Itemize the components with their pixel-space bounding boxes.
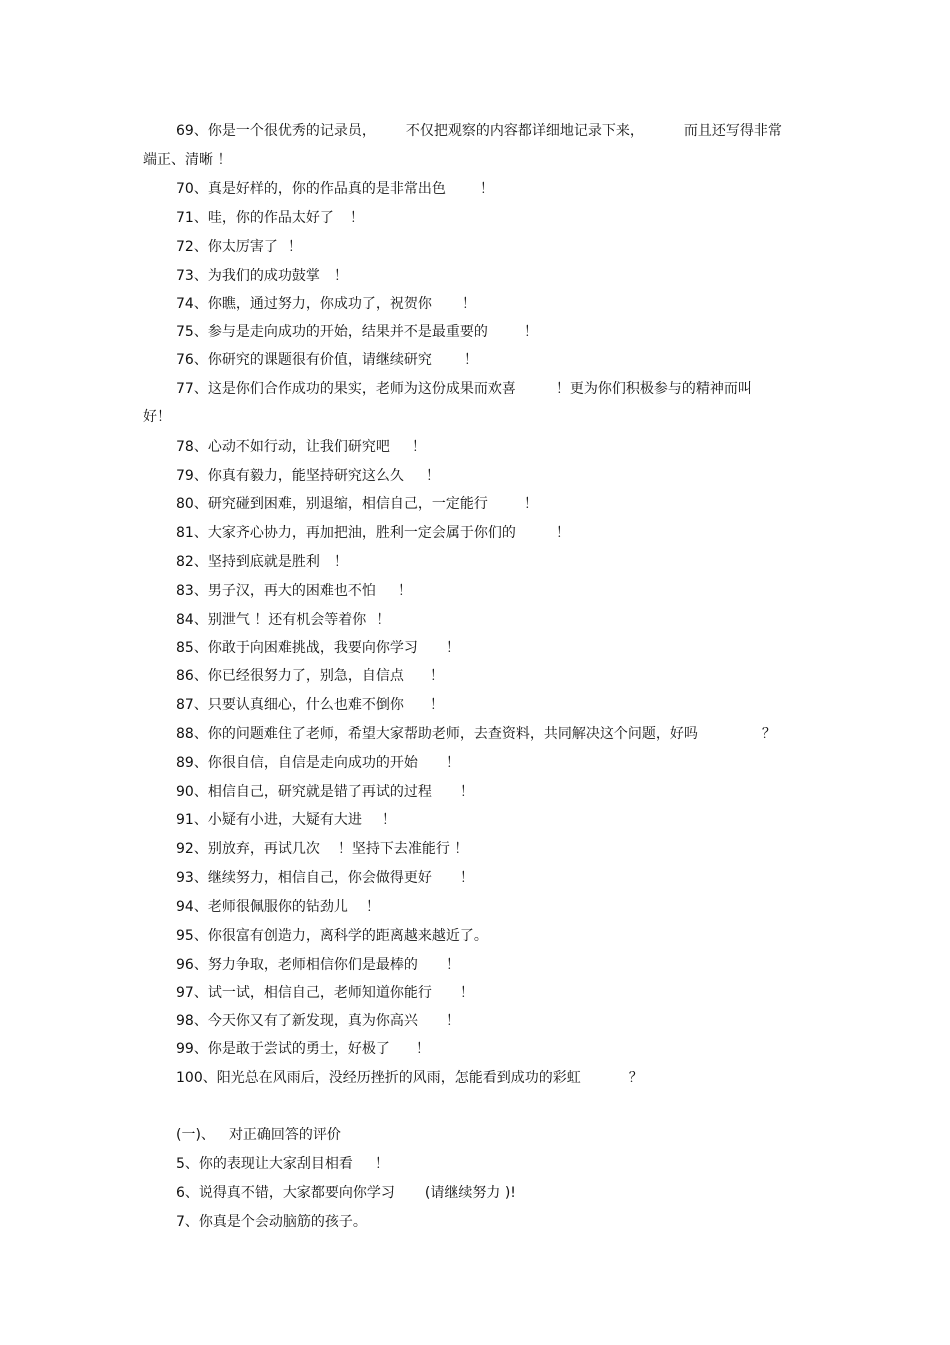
item-number: 76、	[176, 352, 208, 368]
list-item	[176, 898, 380, 916]
item-number: 73、	[176, 268, 208, 284]
list-item	[176, 840, 468, 858]
item-number: 99、	[176, 1041, 208, 1057]
item-text: 你敢于向困难挑战，我要向你学习	[207, 640, 418, 656]
list-item	[176, 180, 494, 198]
item-number: 81、	[176, 525, 208, 541]
item-number: 74、	[176, 296, 208, 312]
item-text: 男子汉，再大的困难也不怕	[207, 583, 376, 599]
item-text: 不仅把观察的内容都详细地记录下来，	[405, 123, 644, 139]
list-item	[176, 927, 488, 945]
item-end: ！	[445, 1013, 460, 1029]
item-end: ！	[365, 899, 380, 915]
item-end: ！	[376, 612, 391, 628]
item-text: 大家齐心协力，再加把油，胜利一定会属于你们的	[207, 525, 516, 541]
item-text: 继续努力，相信自己，你会做得更好	[207, 870, 432, 886]
item-number: 92、	[176, 841, 208, 857]
item-text: 你很富有创造力，离科学的距离越来越近了。	[207, 928, 488, 944]
item-number: 70、	[176, 181, 208, 197]
list-item	[176, 380, 752, 398]
item-text: 老师很佩服你的钻劲儿	[207, 899, 348, 915]
item-number: 93、	[176, 870, 208, 886]
item-number: 80、	[176, 496, 208, 512]
item-text: 说得真不错，大家都要向你学习	[198, 1185, 395, 1201]
item-text: 你瞧，通过努力，你成功了，祝贺你	[207, 296, 432, 312]
item-end: ！	[523, 496, 538, 512]
item-text: 你是一个很优秀的记录员，	[207, 123, 376, 139]
list-item	[176, 869, 474, 887]
item-number: 7、	[176, 1214, 199, 1230]
item-end: ！	[459, 870, 474, 886]
item-number: 83、	[176, 583, 208, 599]
item-end: ！更为你们积极参与的精神而叫	[555, 381, 752, 397]
item-number: 78、	[176, 439, 208, 455]
item-number: 71、	[176, 210, 208, 226]
item-number: 88、	[176, 726, 208, 742]
list-item	[176, 639, 460, 657]
item-end: ！	[287, 239, 302, 255]
item-text: 参与是走向成功的开始，结果并不是最重要的	[207, 324, 488, 340]
list-item	[176, 495, 538, 513]
item-end: ！坚持下去准能行 ！	[337, 841, 469, 857]
item-number: 75、	[176, 324, 208, 340]
item-end: ！	[523, 324, 538, 340]
item-text: 你真是个会动脑筋的孩子。	[198, 1214, 367, 1230]
list-item	[176, 582, 412, 600]
item-text: 坚持到底就是胜利	[207, 554, 320, 570]
list-item	[176, 1184, 516, 1202]
item-text: 你的表现让大家刮目相看	[198, 1156, 353, 1172]
item-text: 你已经很努力了，别急，自信点	[207, 668, 404, 684]
item-number: 86、	[176, 668, 208, 684]
item-text: 试一试，相信自己，老师知道你能行	[207, 985, 432, 1001]
item-text: 你研究的课题很有价值，请继续研究	[207, 352, 432, 368]
section-number: (一)、	[176, 1127, 215, 1143]
item-text: 而且还写得非常	[683, 123, 782, 139]
item-end: ？	[761, 726, 776, 742]
item-end: ！	[381, 812, 396, 828]
list-item	[176, 524, 570, 542]
list-item	[176, 122, 782, 140]
item-number: 89、	[176, 755, 208, 771]
list-item	[176, 295, 476, 313]
item-text: 阳光总在风雨后，没经历挫折的风雨，怎能看到成功的彩虹	[216, 1070, 581, 1086]
item-number: 77、	[176, 381, 208, 397]
item-end: ！	[463, 352, 478, 368]
item-number: 97、	[176, 985, 208, 1001]
list-item-continuation: 端正、清晰 ！	[143, 152, 232, 168]
item-number: 84、	[176, 612, 208, 628]
item-number: 94、	[176, 899, 208, 915]
item-end: ！	[429, 668, 444, 684]
list-item	[176, 1040, 430, 1058]
item-number: 6、	[176, 1185, 199, 1201]
list-item	[176, 267, 348, 285]
list-item	[176, 956, 460, 974]
list-item	[176, 611, 390, 629]
list-item	[176, 1069, 643, 1087]
section-heading	[176, 1126, 341, 1144]
item-number: 87、	[176, 697, 208, 713]
list-item	[176, 984, 474, 1002]
item-text: 只要认真细心，什么也难不倒你	[207, 697, 404, 713]
item-text: 真是好样的，你的作品真的是非常出色	[207, 181, 446, 197]
item-number: 79、	[176, 468, 208, 484]
list-item-continuation: 好！	[143, 409, 171, 425]
item-end: ！	[461, 296, 476, 312]
list-item	[176, 811, 396, 829]
item-end: ！	[555, 525, 570, 541]
item-text: 你很自信，自信是走向成功的开始	[207, 755, 418, 771]
item-text: 研究碰到困难，别退缩，相信自己，一定能行	[207, 496, 488, 512]
item-text: 努力争取，老师相信你们是最棒的	[207, 957, 418, 973]
item-end: ！	[459, 985, 474, 1001]
item-end: ！	[445, 957, 460, 973]
item-text: 今天你又有了新发现，真为你高兴	[207, 1013, 418, 1029]
item-text: 这是你们合作成功的果实，老师为这份成果而欢喜	[207, 381, 516, 397]
list-item	[176, 238, 302, 256]
item-number: 95、	[176, 928, 208, 944]
item-number: 96、	[176, 957, 208, 973]
item-text: 你是敢于尝试的勇士，好极了	[207, 1041, 390, 1057]
list-item	[176, 1213, 367, 1231]
item-text: 小疑有小进，大疑有大进	[207, 812, 362, 828]
item-number: 90、	[176, 784, 208, 800]
item-end: ？	[628, 1070, 643, 1086]
item-text: 别放弃，再试几次	[207, 841, 320, 857]
item-text: 哇，你的作品太好了	[207, 210, 334, 226]
item-text: 心动不如行动，让我们研究吧	[207, 439, 390, 455]
item-number: 82、	[176, 554, 208, 570]
list-item	[176, 783, 474, 801]
item-number: 5、	[176, 1156, 199, 1172]
item-end: ！	[425, 468, 440, 484]
item-text: 你太厉害了	[207, 239, 278, 255]
item-number: 100、	[176, 1070, 217, 1086]
item-end: ！	[333, 554, 348, 570]
list-item	[176, 209, 364, 227]
item-text: 你的问题难住了老师，希望大家帮助老师，去查资料，共同解决这个问题，好吗	[207, 726, 698, 742]
item-end: ！	[429, 697, 444, 713]
list-item	[176, 1155, 389, 1173]
item-end: ！	[374, 1156, 389, 1172]
item-end: (请继续努力 )!	[424, 1185, 516, 1201]
section-title: 对正确回答的评价	[228, 1127, 341, 1143]
item-end: ！	[445, 640, 460, 656]
list-item	[176, 725, 776, 743]
item-end: ！	[479, 181, 494, 197]
item-end: ！	[349, 210, 364, 226]
list-item	[176, 696, 444, 714]
list-item	[176, 667, 444, 685]
item-text: 为我们的成功鼓掌	[207, 268, 320, 284]
item-number: 69、	[176, 123, 208, 139]
item-end: ！	[415, 1041, 430, 1057]
list-item	[176, 754, 460, 772]
item-text: 你真有毅力，能坚持研究这么久	[207, 468, 404, 484]
item-text: 相信自己，研究就是错了再试的过程	[207, 784, 432, 800]
item-text: 别泄气 ！还有机会等着你	[207, 612, 367, 628]
list-item	[176, 351, 478, 369]
item-end: ！	[333, 268, 348, 284]
item-end: ！	[397, 583, 412, 599]
list-item	[176, 323, 538, 341]
item-number: 98、	[176, 1013, 208, 1029]
list-item	[176, 553, 348, 571]
item-number: 85、	[176, 640, 208, 656]
item-end: ！	[411, 439, 426, 455]
list-item	[176, 467, 440, 485]
item-end: ！	[445, 755, 460, 771]
list-item	[176, 1012, 460, 1030]
item-number: 91、	[176, 812, 208, 828]
list-item	[176, 438, 426, 456]
item-end: ！	[459, 784, 474, 800]
item-number: 72、	[176, 239, 208, 255]
